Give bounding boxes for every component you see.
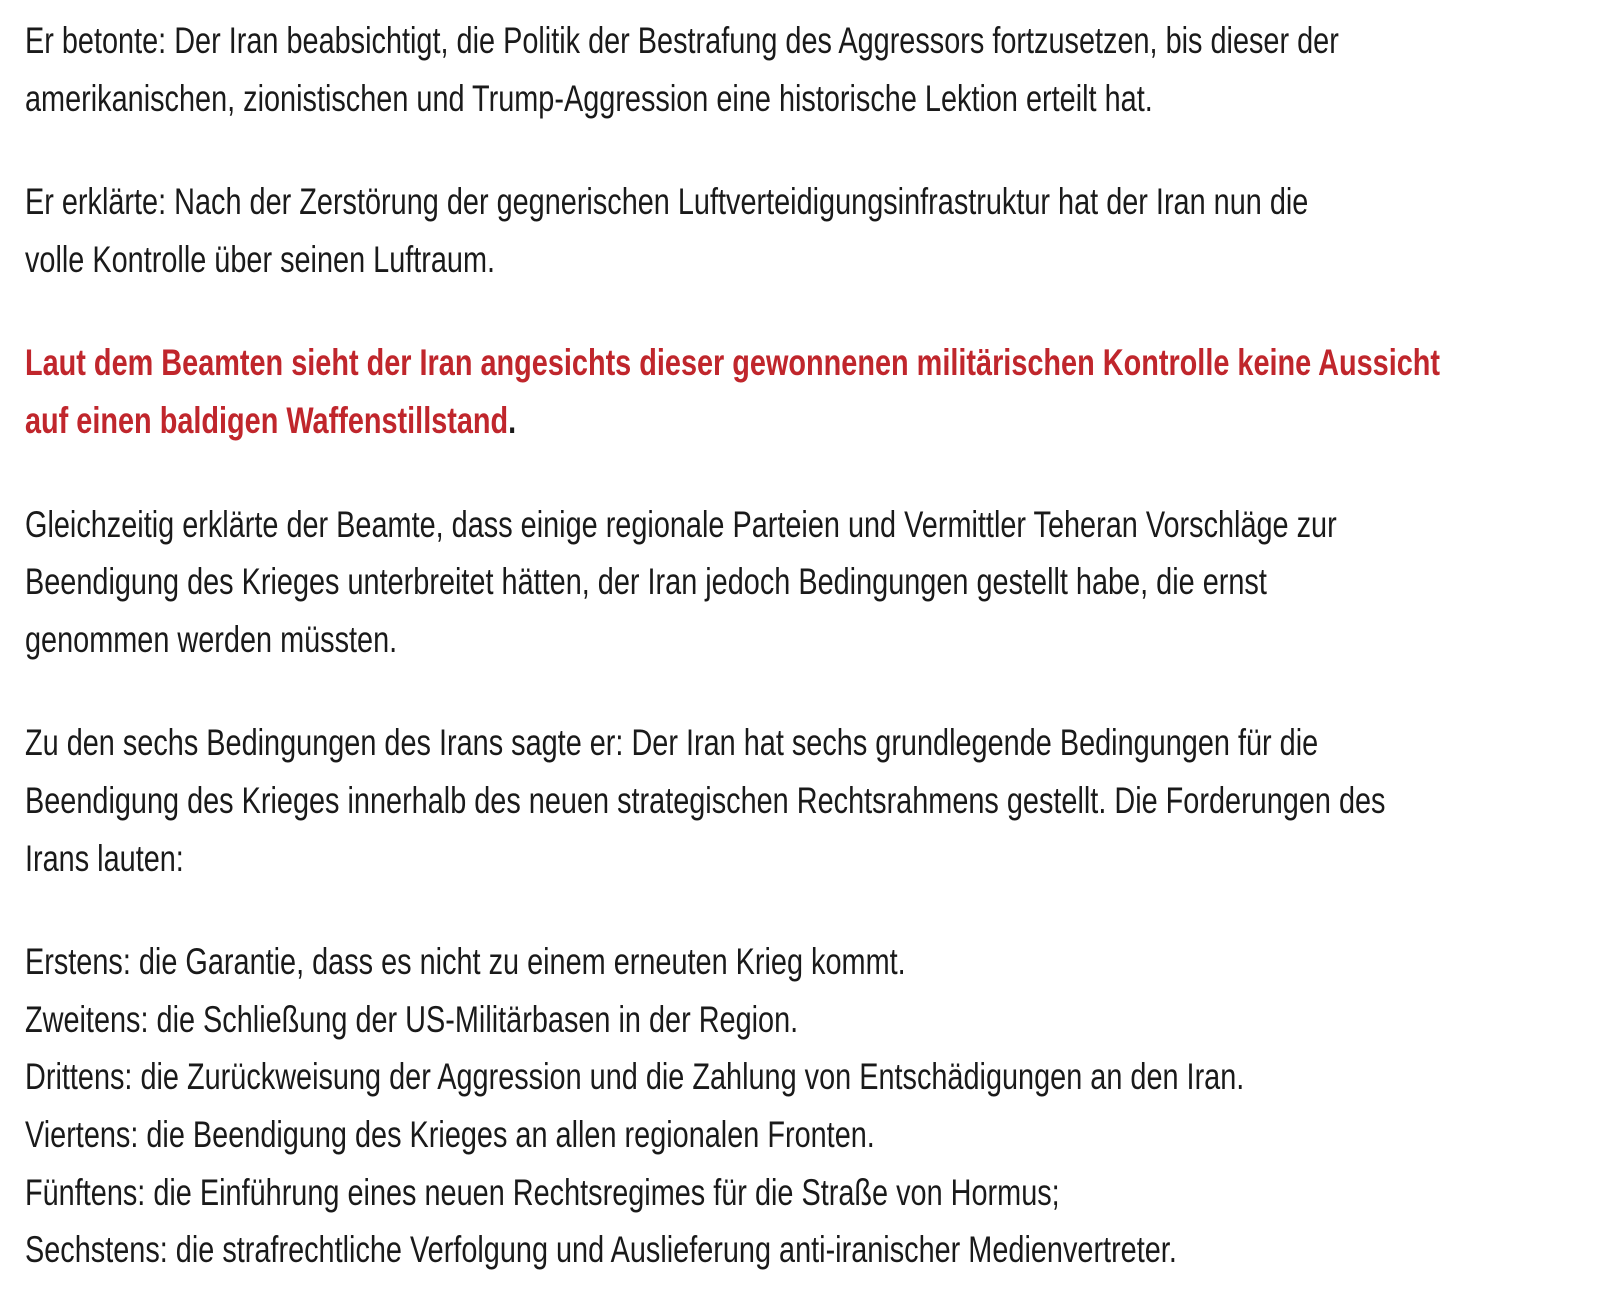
paragraph-4-line-1: Gleichzeitig erklärte der Beamte, dass einige regionale Parteien und Vermittler Teheran Vorschläge zur (25, 503, 1337, 545)
paragraph-5-line-1: Zu den sechs Bedingungen des Irans sagte er: Der Iran hat sechs grundlegende Bedingungen für die (25, 722, 1319, 764)
highlighted-paragraph (25, 334, 1600, 449)
condition-item-6: Sechstens: die strafrechtliche Verfolgung und Auslieferung anti-iranischer Medienvertreter. (25, 1229, 1177, 1271)
condition-item-3: Drittens: die Zurückweisung der Aggression und die Zahlung von Entschädigungen an den Iran. (25, 1056, 1245, 1098)
paragraph-1-line-1: Er betonte: Der Iran beabsichtigt, die Politik der Bestrafung des Aggressors fortzusetzen, bis dieser der (25, 20, 1339, 61)
paragraph-2-line-1: Er erklärte: Nach der Zerstörung der gegnerischen Luftverteidigungsinfrastruktur hat der Iran nun die (25, 181, 1309, 223)
paragraph-5 (25, 714, 1600, 887)
paragraph-1 (25, 12, 1600, 127)
condition-item-2: Zweitens: die Schließung der US-Militärbasen in der Region. (25, 998, 799, 1040)
condition-item-5: Fünftens: die Einführung eines neuen Rechtsregimes für die Straße von Hormus; (25, 1171, 1060, 1213)
paragraph-2 (25, 173, 1600, 288)
conditions-list (25, 933, 1600, 1279)
paragraph-4-line-3: genommen werden müssten. (25, 618, 398, 660)
paragraph-2-line-2: volle Kontrolle über seinen Luftraum. (25, 238, 496, 280)
highlighted-paragraph-period: . (508, 399, 517, 441)
paragraph-1-line-2: amerikanischen, zionistischen und Trump-Aggression eine historische Lektion erteilt hat. (25, 77, 1153, 119)
paragraph-5-line-2: Beendigung des Krieges innerhalb des neuen strategischen Rechtsrahmens gestellt. Die Forderungen des (25, 779, 1386, 821)
highlighted-paragraph-line-2-text: auf einen baldigen Waffenstillstand (25, 399, 509, 441)
paragraph-4-line-2: Beendigung des Krieges unterbreitet hätten, der Iran jedoch Bedingungen gestellt habe, die ernst (25, 561, 1267, 603)
condition-item-1: Erstens: die Garantie, dass es nicht zu einem erneuten Krieg kommt. (25, 941, 906, 983)
paragraph-4 (25, 496, 1600, 669)
highlighted-paragraph-line-1: Laut dem Beamten sieht der Iran angesichts dieser gewonnenen militärischen Kontrolle keine Aussicht (25, 342, 1441, 384)
condition-item-4: Viertens: die Beendigung des Krieges an allen regionalen Fronten. (25, 1113, 875, 1155)
article-text (25, 12, 1600, 1279)
paragraph-5-line-3: Irans lauten: (25, 837, 184, 879)
highlighted-paragraph-line-2 (25, 392, 1600, 450)
